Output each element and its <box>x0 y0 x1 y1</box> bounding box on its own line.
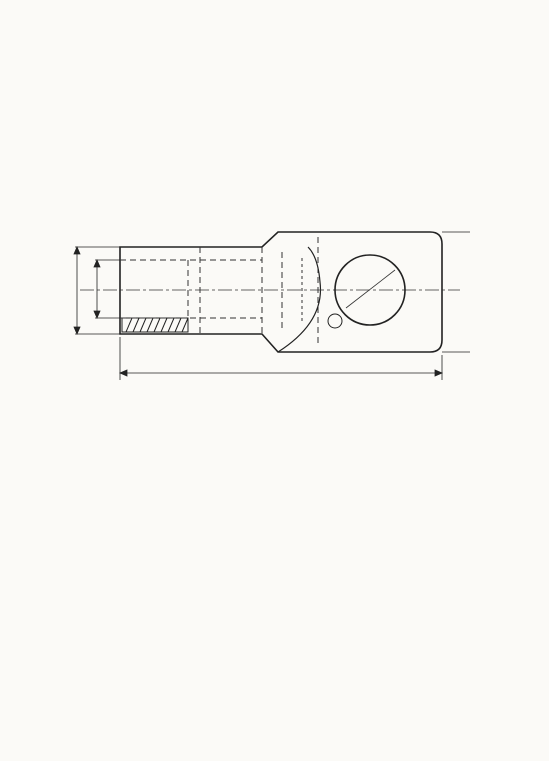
cable-lug-drawing <box>50 222 470 387</box>
spiral-binding <box>0 0 22 761</box>
crimp-hatch <box>122 318 188 332</box>
lug-outline <box>120 232 442 352</box>
